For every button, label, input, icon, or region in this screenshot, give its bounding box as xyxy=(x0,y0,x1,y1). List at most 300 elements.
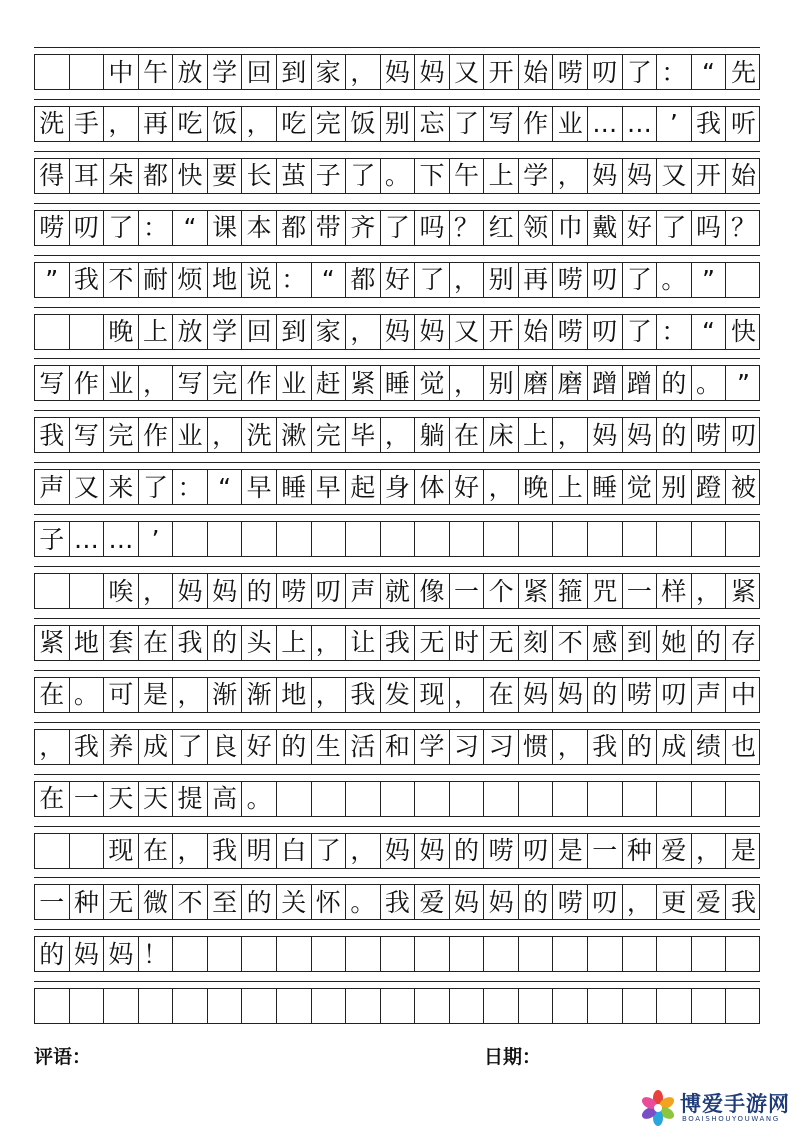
grid-cell xyxy=(623,782,658,816)
grid-cell xyxy=(519,522,554,556)
row-guide-line xyxy=(34,826,760,827)
grid-cell: 了 xyxy=(657,211,692,245)
grid-cell xyxy=(35,574,70,608)
row-guide-line xyxy=(34,99,760,100)
grid-cell: 睡 xyxy=(277,470,312,504)
grid-cell: 我 xyxy=(35,418,70,452)
grid-cell xyxy=(588,937,623,971)
grid-cell: 的 xyxy=(450,834,485,868)
grid-cell: 天 xyxy=(139,782,174,816)
grid-cell: 蹭 xyxy=(588,366,623,400)
grid-cell: 声 xyxy=(35,470,70,504)
grid-cell xyxy=(312,782,347,816)
grid-cell: ， xyxy=(139,366,174,400)
grid-cell: 齐 xyxy=(346,211,381,245)
flower-logo-icon xyxy=(640,1090,676,1126)
grid-cell: 是 xyxy=(553,834,588,868)
grid-cell: 叨 xyxy=(588,885,623,919)
grid-cell: 紧 xyxy=(519,574,554,608)
grid-cell: 起 xyxy=(346,470,381,504)
grid-cell: 妈 xyxy=(623,159,658,193)
grid-cell: 到 xyxy=(277,315,312,349)
grid-cell: 妈 xyxy=(588,418,623,452)
grid-cell: 妈 xyxy=(519,678,554,712)
grid-cell: ： xyxy=(657,315,692,349)
grid-cell: 烦 xyxy=(173,263,208,297)
grid-cell: 别 xyxy=(484,263,519,297)
grid-cell: 回 xyxy=(242,55,277,89)
grid-cell: 手 xyxy=(70,107,105,141)
grid-cell: 别 xyxy=(657,470,692,504)
grid-cell: 一 xyxy=(623,574,658,608)
grid-cell: 我 xyxy=(692,107,727,141)
row-guide-line xyxy=(34,203,760,204)
row-cells xyxy=(34,314,760,350)
grid-cell: 写 xyxy=(70,418,105,452)
grid-cell: 子 xyxy=(35,522,70,556)
grid-cell: 完 xyxy=(104,418,139,452)
grid-cell: 唠 xyxy=(277,574,312,608)
grid-cell: 妈 xyxy=(623,418,658,452)
row-cells xyxy=(34,625,760,661)
grid-cell: 在 xyxy=(484,678,519,712)
row-guide-line xyxy=(34,877,760,878)
grid-cell: ： xyxy=(277,263,312,297)
row-guide-line xyxy=(34,410,760,411)
grid-cell xyxy=(450,937,485,971)
grid-cell xyxy=(415,522,450,556)
grid-cell xyxy=(173,522,208,556)
grid-cell: 业 xyxy=(104,366,139,400)
grid-cell: 午 xyxy=(139,55,174,89)
grid-cell: 我 xyxy=(208,834,243,868)
row-guide-line xyxy=(34,307,760,308)
grid-cell: 微 xyxy=(139,885,174,919)
grid-cell xyxy=(692,782,727,816)
grid-cell: 朵 xyxy=(104,159,139,193)
grid-cell: 了 xyxy=(104,211,139,245)
grid-cell: ’ xyxy=(139,522,174,556)
grid-cell: 再 xyxy=(519,263,554,297)
grid-cell: 上 xyxy=(139,315,174,349)
grid-cell: … xyxy=(623,107,658,141)
row-cells xyxy=(34,262,760,298)
grid-cell: 上 xyxy=(484,159,519,193)
grid-cell: 在 xyxy=(35,782,70,816)
grid-cell xyxy=(346,989,381,1023)
grid-cell: ， xyxy=(242,107,277,141)
grid-cell: 又 xyxy=(70,470,105,504)
grid-cell xyxy=(208,522,243,556)
row-cells xyxy=(34,936,760,972)
row-guide-line xyxy=(34,514,760,515)
grid-cell: 现 xyxy=(104,834,139,868)
grid-cell: 别 xyxy=(381,107,416,141)
grid-cell xyxy=(70,315,105,349)
grid-cell: 成 xyxy=(657,730,692,764)
grid-cell: 样 xyxy=(657,574,692,608)
grid-cell: 爱 xyxy=(692,885,727,919)
grid-cell: 我 xyxy=(381,626,416,660)
grid-cell: 晚 xyxy=(519,470,554,504)
grid-cell: 被 xyxy=(731,472,757,502)
grid-cell: 毕 xyxy=(346,418,381,452)
grid-cell: 蹬 xyxy=(692,470,727,504)
grid-cell xyxy=(519,989,554,1023)
grid-cell: ， xyxy=(173,678,208,712)
grid-cell xyxy=(588,522,623,556)
grid-cell: 完 xyxy=(208,366,243,400)
row-cells xyxy=(34,158,760,194)
grid-cell: 下 xyxy=(415,159,450,193)
grid-cell: 开 xyxy=(484,315,519,349)
grid-cell: ？ xyxy=(731,213,757,243)
row-cells xyxy=(34,833,760,869)
grid-cell: 的 xyxy=(657,418,692,452)
grid-cell xyxy=(312,989,347,1023)
grid-cell: ， xyxy=(104,107,139,141)
grid-cell: 一 xyxy=(588,834,623,868)
row-guide-line xyxy=(34,151,760,152)
grid-cell: 先 xyxy=(731,57,757,87)
grid-cell xyxy=(553,782,588,816)
grid-cell: 她 xyxy=(657,626,692,660)
grid-cell xyxy=(70,834,105,868)
grid-cell: 让 xyxy=(346,626,381,660)
grid-cell: “ xyxy=(692,55,727,89)
grid-cell: 无 xyxy=(415,626,450,660)
grid-cell xyxy=(726,989,761,1023)
grid-cell: 身 xyxy=(381,470,416,504)
grid-cell: 紧 xyxy=(731,576,757,606)
grid-cell xyxy=(415,782,450,816)
grid-cell xyxy=(35,315,70,349)
grid-cell xyxy=(70,55,105,89)
grid-cell: 作 xyxy=(519,107,554,141)
grid-cell xyxy=(346,782,381,816)
grid-cell: “ xyxy=(173,211,208,245)
grid-cell xyxy=(173,989,208,1023)
row-guide-line xyxy=(34,722,760,723)
grid-cell xyxy=(208,989,243,1023)
grid-cell: … xyxy=(70,522,105,556)
grid-cell: ， xyxy=(208,418,243,452)
grid-cell xyxy=(623,522,658,556)
grid-cell: ， xyxy=(623,885,658,919)
grid-cell xyxy=(726,937,761,971)
grid-cell: ： xyxy=(657,55,692,89)
grid-cell: 睡 xyxy=(381,366,416,400)
row-cells xyxy=(34,521,760,557)
grid-cell xyxy=(208,937,243,971)
grid-cell: 都 xyxy=(139,159,174,193)
grid-cell: 快 xyxy=(731,317,757,346)
grid-cell: 爱 xyxy=(657,834,692,868)
grid-cell: ， xyxy=(484,470,519,504)
grid-cell: “ xyxy=(312,263,347,297)
grid-cell: 耳 xyxy=(70,159,105,193)
grid-cell: 戴 xyxy=(588,211,623,245)
grid-cell: 不 xyxy=(104,263,139,297)
grid-cell: 始 xyxy=(519,55,554,89)
grid-cell: 在 xyxy=(139,834,174,868)
grid-cell xyxy=(312,522,347,556)
grid-cell: 上 xyxy=(277,626,312,660)
grid-cell: 我 xyxy=(70,730,105,764)
grid-cell: 写 xyxy=(484,107,519,141)
grid-cell xyxy=(277,937,312,971)
grid-cell xyxy=(381,782,416,816)
grid-cell: 提 xyxy=(173,782,208,816)
grid-cell xyxy=(35,834,70,868)
grid-cell: 放 xyxy=(173,315,208,349)
grid-cell: 声 xyxy=(692,678,727,712)
grid-cell: “ xyxy=(692,315,727,349)
grid-cell: 叨 xyxy=(312,574,347,608)
grid-cell: ！ xyxy=(139,937,174,971)
grid-cell: 感 xyxy=(588,626,623,660)
grid-cell: 地 xyxy=(70,626,105,660)
grid-cell xyxy=(35,55,70,89)
grid-cell: 刻 xyxy=(519,626,554,660)
grid-cell: 业 xyxy=(173,418,208,452)
grid-cell xyxy=(519,782,554,816)
row-cells xyxy=(34,106,760,142)
grid-cell: 听 xyxy=(731,109,757,139)
grid-cell: 了 xyxy=(623,263,658,297)
grid-cell: 妈 xyxy=(415,55,450,89)
grid-cell xyxy=(484,989,519,1023)
grid-cell xyxy=(450,522,485,556)
grid-cell: 带 xyxy=(312,211,347,245)
grid-cell: 在 xyxy=(450,418,485,452)
grid-cell: 的 xyxy=(242,885,277,919)
row-cells xyxy=(34,781,760,817)
grid-cell: 躺 xyxy=(415,418,450,452)
grid-cell: 是 xyxy=(139,678,174,712)
grid-cell: 。 xyxy=(692,366,727,400)
grid-cell: 渐 xyxy=(208,678,243,712)
grid-cell: 到 xyxy=(623,626,658,660)
grid-cell: 一 xyxy=(70,782,105,816)
grid-cell xyxy=(553,937,588,971)
grid-cell: 套 xyxy=(104,626,139,660)
grid-cell: 和 xyxy=(381,730,416,764)
grid-cell: 种 xyxy=(70,885,105,919)
grid-cell xyxy=(242,989,277,1023)
grid-cell: 好 xyxy=(242,730,277,764)
grid-cell: 惯 xyxy=(519,730,554,764)
grid-cell: 洗 xyxy=(35,107,70,141)
grid-cell: 写 xyxy=(173,366,208,400)
comment-label: 评语： xyxy=(34,1046,92,1068)
grid-cell: 的 xyxy=(588,678,623,712)
grid-cell: 吃 xyxy=(277,107,312,141)
grid-cell: 家 xyxy=(312,55,347,89)
grid-cell: 妈 xyxy=(381,315,416,349)
grid-cell: 的 xyxy=(35,937,70,971)
grid-cell: ， xyxy=(450,263,485,297)
grid-cell: 妈 xyxy=(415,315,450,349)
grid-cell: 又 xyxy=(450,315,485,349)
grid-cell: 声 xyxy=(346,574,381,608)
grid-cell: 学 xyxy=(208,55,243,89)
grid-cell: 紧 xyxy=(346,366,381,400)
grid-cell: 存 xyxy=(731,628,757,658)
grid-cell: 本 xyxy=(242,211,277,245)
grid-cell: ， xyxy=(312,626,347,660)
grid-cell: 体 xyxy=(415,470,450,504)
grid-cell: 像 xyxy=(415,574,450,608)
grid-cell: 高 xyxy=(208,782,243,816)
grid-cell: 妈 xyxy=(484,885,519,919)
grid-cell: 。 xyxy=(381,159,416,193)
grid-cell: 唉 xyxy=(104,574,139,608)
grid-cell xyxy=(104,989,139,1023)
grid-cell: 叨 xyxy=(657,678,692,712)
grid-cell: 早 xyxy=(242,470,277,504)
grid-cell: “ xyxy=(208,470,243,504)
grid-cell: 也 xyxy=(731,732,757,762)
grid-cell xyxy=(553,989,588,1023)
grid-cell: 都 xyxy=(277,211,312,245)
grid-cell: 蹭 xyxy=(623,366,658,400)
grid-cell: 叨 xyxy=(70,211,105,245)
grid-cell xyxy=(484,937,519,971)
grid-cell xyxy=(346,522,381,556)
grid-cell xyxy=(657,937,692,971)
grid-cell xyxy=(692,522,727,556)
grid-cell xyxy=(415,937,450,971)
row-guide-line xyxy=(34,670,760,671)
grid-cell xyxy=(519,937,554,971)
grid-cell: ： xyxy=(139,211,174,245)
grid-cell: 无 xyxy=(104,885,139,919)
grid-cell: 吗 xyxy=(692,211,727,245)
grid-cell: 妈 xyxy=(173,574,208,608)
grid-cell xyxy=(346,937,381,971)
grid-cell: 怀 xyxy=(312,885,347,919)
row-guide-line xyxy=(34,358,760,359)
grid-cell: 关 xyxy=(277,885,312,919)
grid-cell: 茧 xyxy=(277,159,312,193)
grid-cell: 别 xyxy=(484,366,519,400)
grid-cell xyxy=(312,937,347,971)
grid-cell: 觉 xyxy=(415,366,450,400)
grid-cell: 饭 xyxy=(208,107,243,141)
grid-cell xyxy=(657,782,692,816)
row-guide-line xyxy=(34,462,760,463)
grid-cell xyxy=(553,522,588,556)
grid-cell: 好 xyxy=(623,211,658,245)
grid-cell xyxy=(484,782,519,816)
grid-cell xyxy=(450,782,485,816)
grid-cell: 开 xyxy=(484,55,519,89)
grid-cell: 忘 xyxy=(415,107,450,141)
row-cells xyxy=(34,417,760,453)
logo-subtitle: BOAISHOUYOUWANG xyxy=(682,1115,780,1123)
grid-cell xyxy=(588,989,623,1023)
row-guide-line xyxy=(34,566,760,567)
grid-cell: ， xyxy=(173,834,208,868)
grid-cell: 来 xyxy=(104,470,139,504)
grid-cell: 了 xyxy=(623,315,658,349)
grid-cell: 叨 xyxy=(519,834,554,868)
grid-cell: 课 xyxy=(208,211,243,245)
grid-cell: 中 xyxy=(104,55,139,89)
grid-cell: 了 xyxy=(381,211,416,245)
grid-cell: 我 xyxy=(346,678,381,712)
grid-cell: 的 xyxy=(208,626,243,660)
grid-cell xyxy=(588,782,623,816)
grid-cell: 唠 xyxy=(623,678,658,712)
grid-cell: 。 xyxy=(657,263,692,297)
grid-cell: 妈 xyxy=(588,159,623,193)
grid-cell: 白 xyxy=(277,834,312,868)
grid-cell: 了 xyxy=(623,55,658,89)
grid-cell: 爱 xyxy=(415,885,450,919)
grid-cell: 完 xyxy=(312,107,347,141)
grid-cell: 上 xyxy=(519,418,554,452)
grid-cell xyxy=(415,989,450,1023)
grid-cell: 了 xyxy=(312,834,347,868)
grid-cell: ’ xyxy=(657,107,692,141)
grid-cell: 作 xyxy=(70,366,105,400)
grid-cell xyxy=(484,522,519,556)
row-cells xyxy=(34,54,760,90)
grid-cell: 咒 xyxy=(588,574,623,608)
grid-cell: ， xyxy=(35,730,70,764)
grid-cell: 的 xyxy=(519,885,554,919)
row-cells xyxy=(34,573,760,609)
grid-cell: 种 xyxy=(623,834,658,868)
grid-cell: 学 xyxy=(208,315,243,349)
grid-cell: 更 xyxy=(657,885,692,919)
grid-cell: 好 xyxy=(381,263,416,297)
grid-cell xyxy=(726,263,761,297)
grid-cell: 妈 xyxy=(415,834,450,868)
grid-cell: 又 xyxy=(450,55,485,89)
grid-cell: 我 xyxy=(731,887,757,917)
grid-cell: 唠 xyxy=(35,211,70,245)
grid-cell: 好 xyxy=(450,470,485,504)
row-guide-line xyxy=(34,47,760,48)
grid-cell: 巾 xyxy=(553,211,588,245)
grid-cell: 不 xyxy=(553,626,588,660)
grid-cell xyxy=(277,989,312,1023)
grid-cell: 唠 xyxy=(484,834,519,868)
grid-cell: 叨 xyxy=(588,263,623,297)
grid-cell xyxy=(139,989,174,1023)
grid-cell: 中 xyxy=(731,680,757,710)
grid-cell: 都 xyxy=(346,263,381,297)
grid-cell: 天 xyxy=(104,782,139,816)
grid-cell xyxy=(242,522,277,556)
grid-cell: 绩 xyxy=(692,730,727,764)
grid-cell: 渐 xyxy=(242,678,277,712)
grid-cell: ， xyxy=(381,418,416,452)
grid-cell: 我 xyxy=(173,626,208,660)
grid-cell: 写 xyxy=(35,366,70,400)
grid-cell: 发 xyxy=(381,678,416,712)
grid-cell: 叨 xyxy=(588,55,623,89)
grid-cell: 妈 xyxy=(450,885,485,919)
grid-cell: 晚 xyxy=(104,315,139,349)
grid-cell: 在 xyxy=(139,626,174,660)
grid-cell: 妈 xyxy=(381,55,416,89)
grid-cell: ， xyxy=(312,678,347,712)
site-logo xyxy=(640,1086,800,1131)
